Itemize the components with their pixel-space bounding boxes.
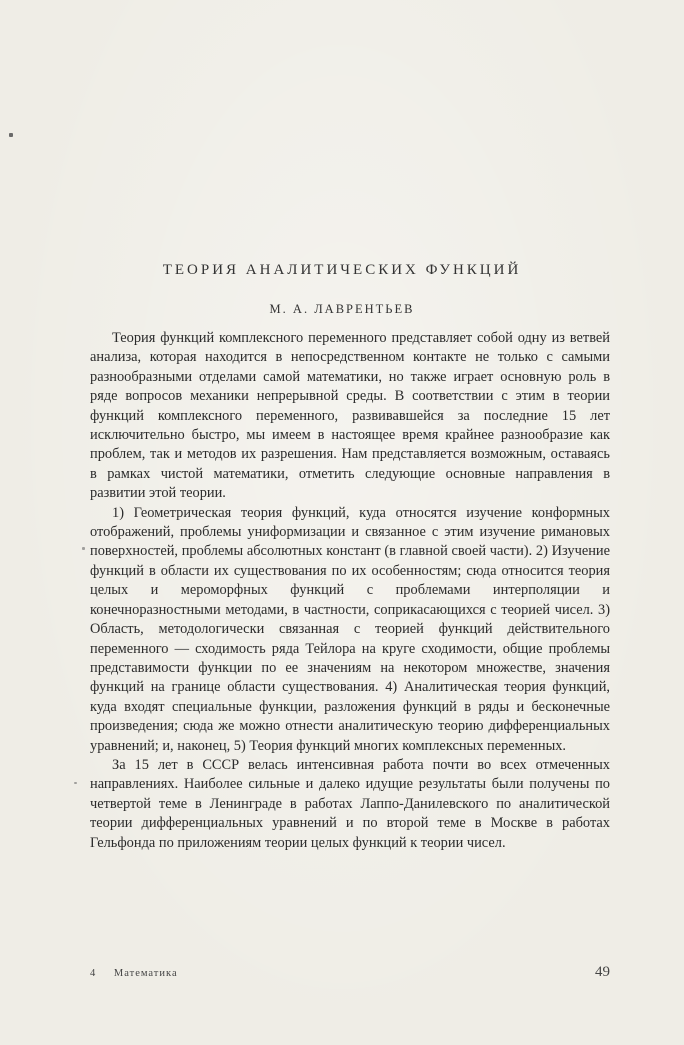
- article-body: [90, 329, 610, 853]
- scan-speck: [9, 133, 13, 137]
- article-title: ТЕОРИЯ АНАЛИТИЧЕСКИХ ФУНКЦИЙ: [162, 262, 522, 278]
- paragraph: За 15 лет в СССР велась интенсивная работа почти во всех отмеченных направлениях. Наиболее сильные и далеко идущие результаты были получены по четвертой теме в Ленинграде в работах Лаппо-Данилевского по аналитической теории дифференциальных уравнений и по второй теме в Москве в работах Гельфонда по приложениям теории целых функций к теории чисел.: [90, 756, 610, 851]
- article-author: М. А. ЛАВРЕНТЬЕВ: [269, 302, 415, 316]
- scan-speck: [82, 547, 85, 550]
- signature-label: Математика: [113, 968, 178, 979]
- paragraph: 1) Геометрическая теория функций, куда относятся изучение конформных отображений, проблемы униформизации и связанное с этим изучение римановых поверхностей, проблемы абсолютных констант (в главной своей части). 2) Изучение функций в области их существования по их особенностям; сюда относится теория целых и мероморфных функций с проблемами интерполяции и конечноразностными методами, в частности, соприкасающихся с теорией чисел. 3) Область, методологически связанная с теорией функций действительного переменного — сходимость ряда Тейлора на круге сходимости, общие проблемы представимости функции по ее значениям на некотором множестве, значения функций на границе области существования. 4) Аналитическая теория функций, куда входят специальные функции, разложения функций в ряды и бесконечные произведения; сюда же можно отнести аналитическую теорию дифференциальных уравнений; и, наконец, 5) Теория функций многих комплексных переменных.: [90, 504, 610, 754]
- scan-speck: [74, 782, 77, 784]
- page-footer: [90, 964, 610, 984]
- printer-signature: [90, 968, 178, 979]
- signature-number: 4: [90, 968, 97, 979]
- page-number: 49: [595, 964, 610, 980]
- paragraph: Теория функций комплексного переменного представляет собой одну из ветвей анализа, которая находится в непосредственном контакте не только с самыми разнообразными отделами самой математики, но также играет основную роль в ряде вопросов механики непрерывной среды. В соответствии с этим в теории функций комплексного переменного, развивавшейся за последние 15 лет исключительно быстро, мы имеем в настоящее время крайнее разнообразие как проблем, так и методов их разрешения. Нам представляется возможным, оставаясь в рамках чистой математики, отметить следующие основные направления в развитии этой теории.: [90, 330, 610, 502]
